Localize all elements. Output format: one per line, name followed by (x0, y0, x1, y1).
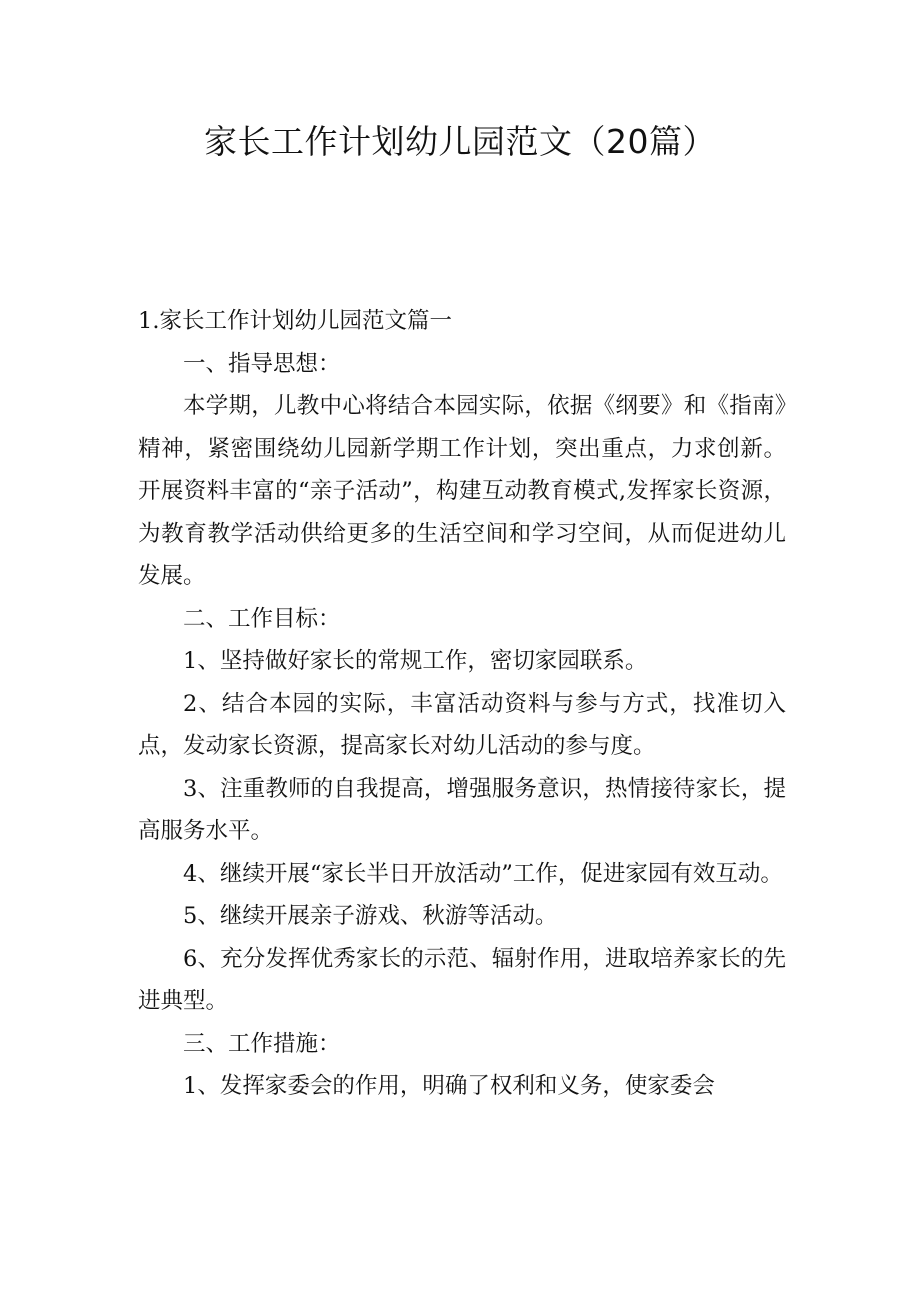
heading-guiding-ideology: 一、指导思想： (183, 350, 341, 377)
heading-work-goals: 二、工作目标： (183, 605, 341, 632)
goal-item-1: 1、坚持做好家长的常规工作，密切家园联系。 (183, 648, 648, 674)
goal-item-2: 2、结合本园的实际，丰富活动资料与参与方式，找准切入点，发动家长资源，提高家长对幼儿活动的参与度。 (138, 690, 786, 759)
section-heading: 1.家长工作计划幼儿园范文篇一 (138, 308, 452, 334)
heading-work-measures: 三、工作措施： (183, 1030, 341, 1057)
goal-item-4: 4、继续开展“家长半日开放活动”工作，促进家园有效互动。 (183, 860, 783, 887)
paragraph-guiding-ideology: 本学期，儿教中心将结合本园实际，依据《纲要》和《指南》精神，紧密围绕幼儿园新学期工作计划，突出重点，力求创新。开展资料丰富的“亲子活动”，构建互动教育模式,发挥家长资源，为教育教学活动供给更多的生活空间和学习空间，从而促进幼儿发展。 (138, 393, 786, 589)
goal-item-6: 6、充分发挥优秀家长的示范、辐射作用，进取培养家长的先进典型。 (138, 945, 786, 1014)
goal-item-5: 5、继续开展亲子游戏、秋游等活动。 (183, 903, 558, 929)
document-body (138, 300, 786, 1108)
measure-item-1: 1、发挥家委会的作用，明确了权利和义务，使家委会 (183, 1073, 715, 1099)
document-title: 家长工作计划幼儿园范文（20篇） (204, 122, 716, 161)
goal-item-3: 3、注重教师的自我提高，增强服务意识，热情接待家长，提高服务水平。 (138, 775, 786, 844)
